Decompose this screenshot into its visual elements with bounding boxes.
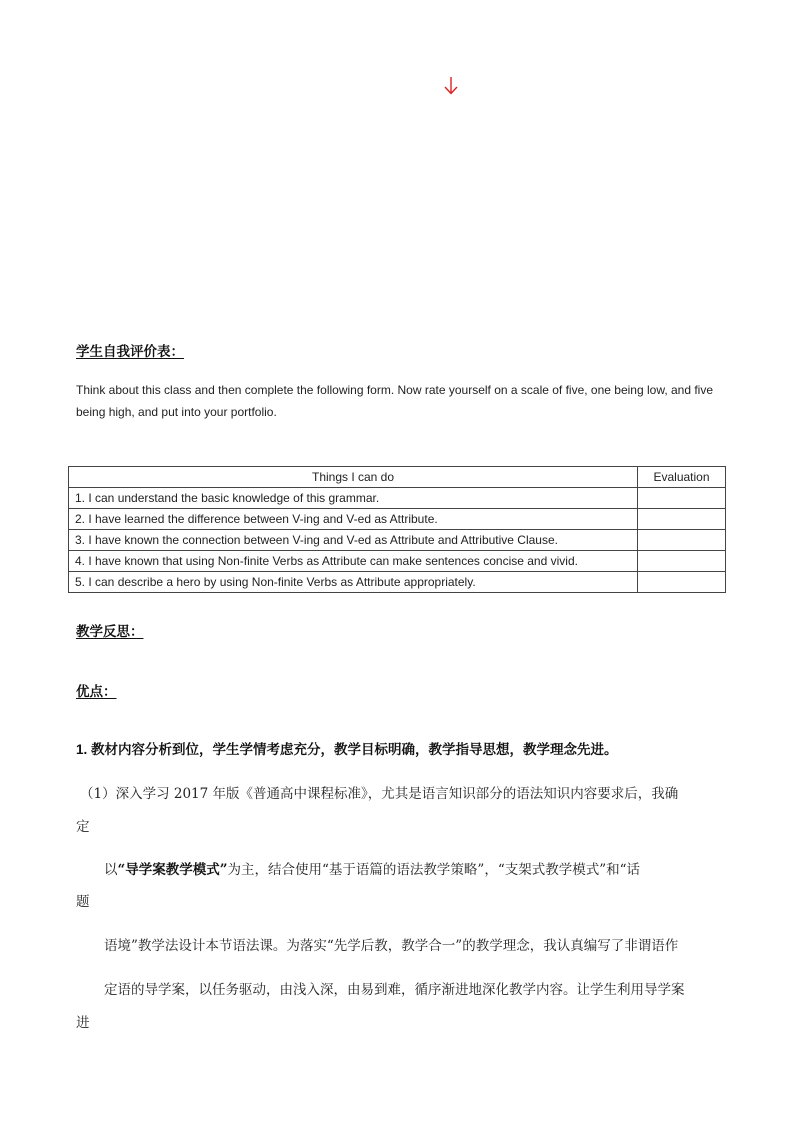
table-row bbox=[69, 530, 726, 551]
self-evaluation-table bbox=[68, 466, 726, 593]
teaching-reflection-heading: 教学反思： bbox=[76, 624, 144, 639]
evaluation-cell[interactable] bbox=[638, 572, 726, 593]
paragraph-line-6: 定语的导学案，以任务驱动，由浅入深，由易到难，循序渐进地深化教学内容。让学生利用导学案 bbox=[104, 982, 685, 998]
advantages-heading: 优点： bbox=[76, 684, 117, 699]
line-3-prefix: 以 bbox=[104, 862, 118, 878]
table-row bbox=[69, 509, 726, 530]
table-header-row bbox=[69, 467, 726, 488]
paragraph-line-2: 定 bbox=[76, 819, 90, 835]
paragraph-line-7: 进 bbox=[76, 1015, 90, 1031]
intro-paragraph: Think about this class and then complete the following form. Now rate yourself on a scale of five, one being low, and five being high, and put into your portfolio. bbox=[76, 383, 714, 419]
paragraph-line-4: 题 bbox=[76, 894, 90, 910]
row-statement: 3. I have known the connection between V-ing and V-ed as Attribute and Attributive Clause. bbox=[69, 530, 638, 551]
header-things-i-can-do: Things I can do bbox=[69, 467, 638, 488]
evaluation-cell[interactable] bbox=[638, 551, 726, 572]
evaluation-cell[interactable] bbox=[638, 530, 726, 551]
paragraph-line-3 bbox=[104, 858, 640, 878]
down-arrow-icon bbox=[443, 76, 459, 96]
paragraph-line-5: 语境”教学法设计本节语法课。为落实“先学后教，教学合一”的教学理念，我认真编写了非谓语作 bbox=[104, 938, 679, 954]
row-statement: 5. I can describe a hero by using Non-finite Verbs as Attribute appropriately. bbox=[69, 572, 638, 593]
table-row bbox=[69, 488, 726, 509]
paragraph-line-1: （1）深入学习 2017 年版《普通高中课程标准》，尤其是语言知识部分的语法知识内容要求后，我确 bbox=[80, 786, 679, 802]
line-3-suffix: 为主，结合使用“基于语篇的语法教学策略”，“支架式教学模式”和“话 bbox=[227, 862, 641, 878]
header-evaluation: Evaluation bbox=[638, 467, 726, 488]
table-row bbox=[69, 572, 726, 593]
guided-learning-mode-term: “导学案教学模式” bbox=[117, 862, 228, 878]
evaluation-cell[interactable] bbox=[638, 488, 726, 509]
evaluation-cell[interactable] bbox=[638, 509, 726, 530]
table-row bbox=[69, 551, 726, 572]
row-statement: 2. I have learned the difference between V-ing and V-ed as Attribute. bbox=[69, 509, 638, 530]
row-statement: 4. I have known that using Non-finite Verbs as Attribute can make sentences concise and vivid. bbox=[69, 551, 638, 572]
point-1: 1. 教材内容分析到位，学生学情考虑充分，教学目标明确，教学指导思想，教学理念先进。 bbox=[76, 742, 618, 757]
self-evaluation-heading: 学生自我评价表： bbox=[76, 344, 184, 359]
row-statement: 1. I can understand the basic knowledge of this grammar. bbox=[69, 488, 638, 509]
